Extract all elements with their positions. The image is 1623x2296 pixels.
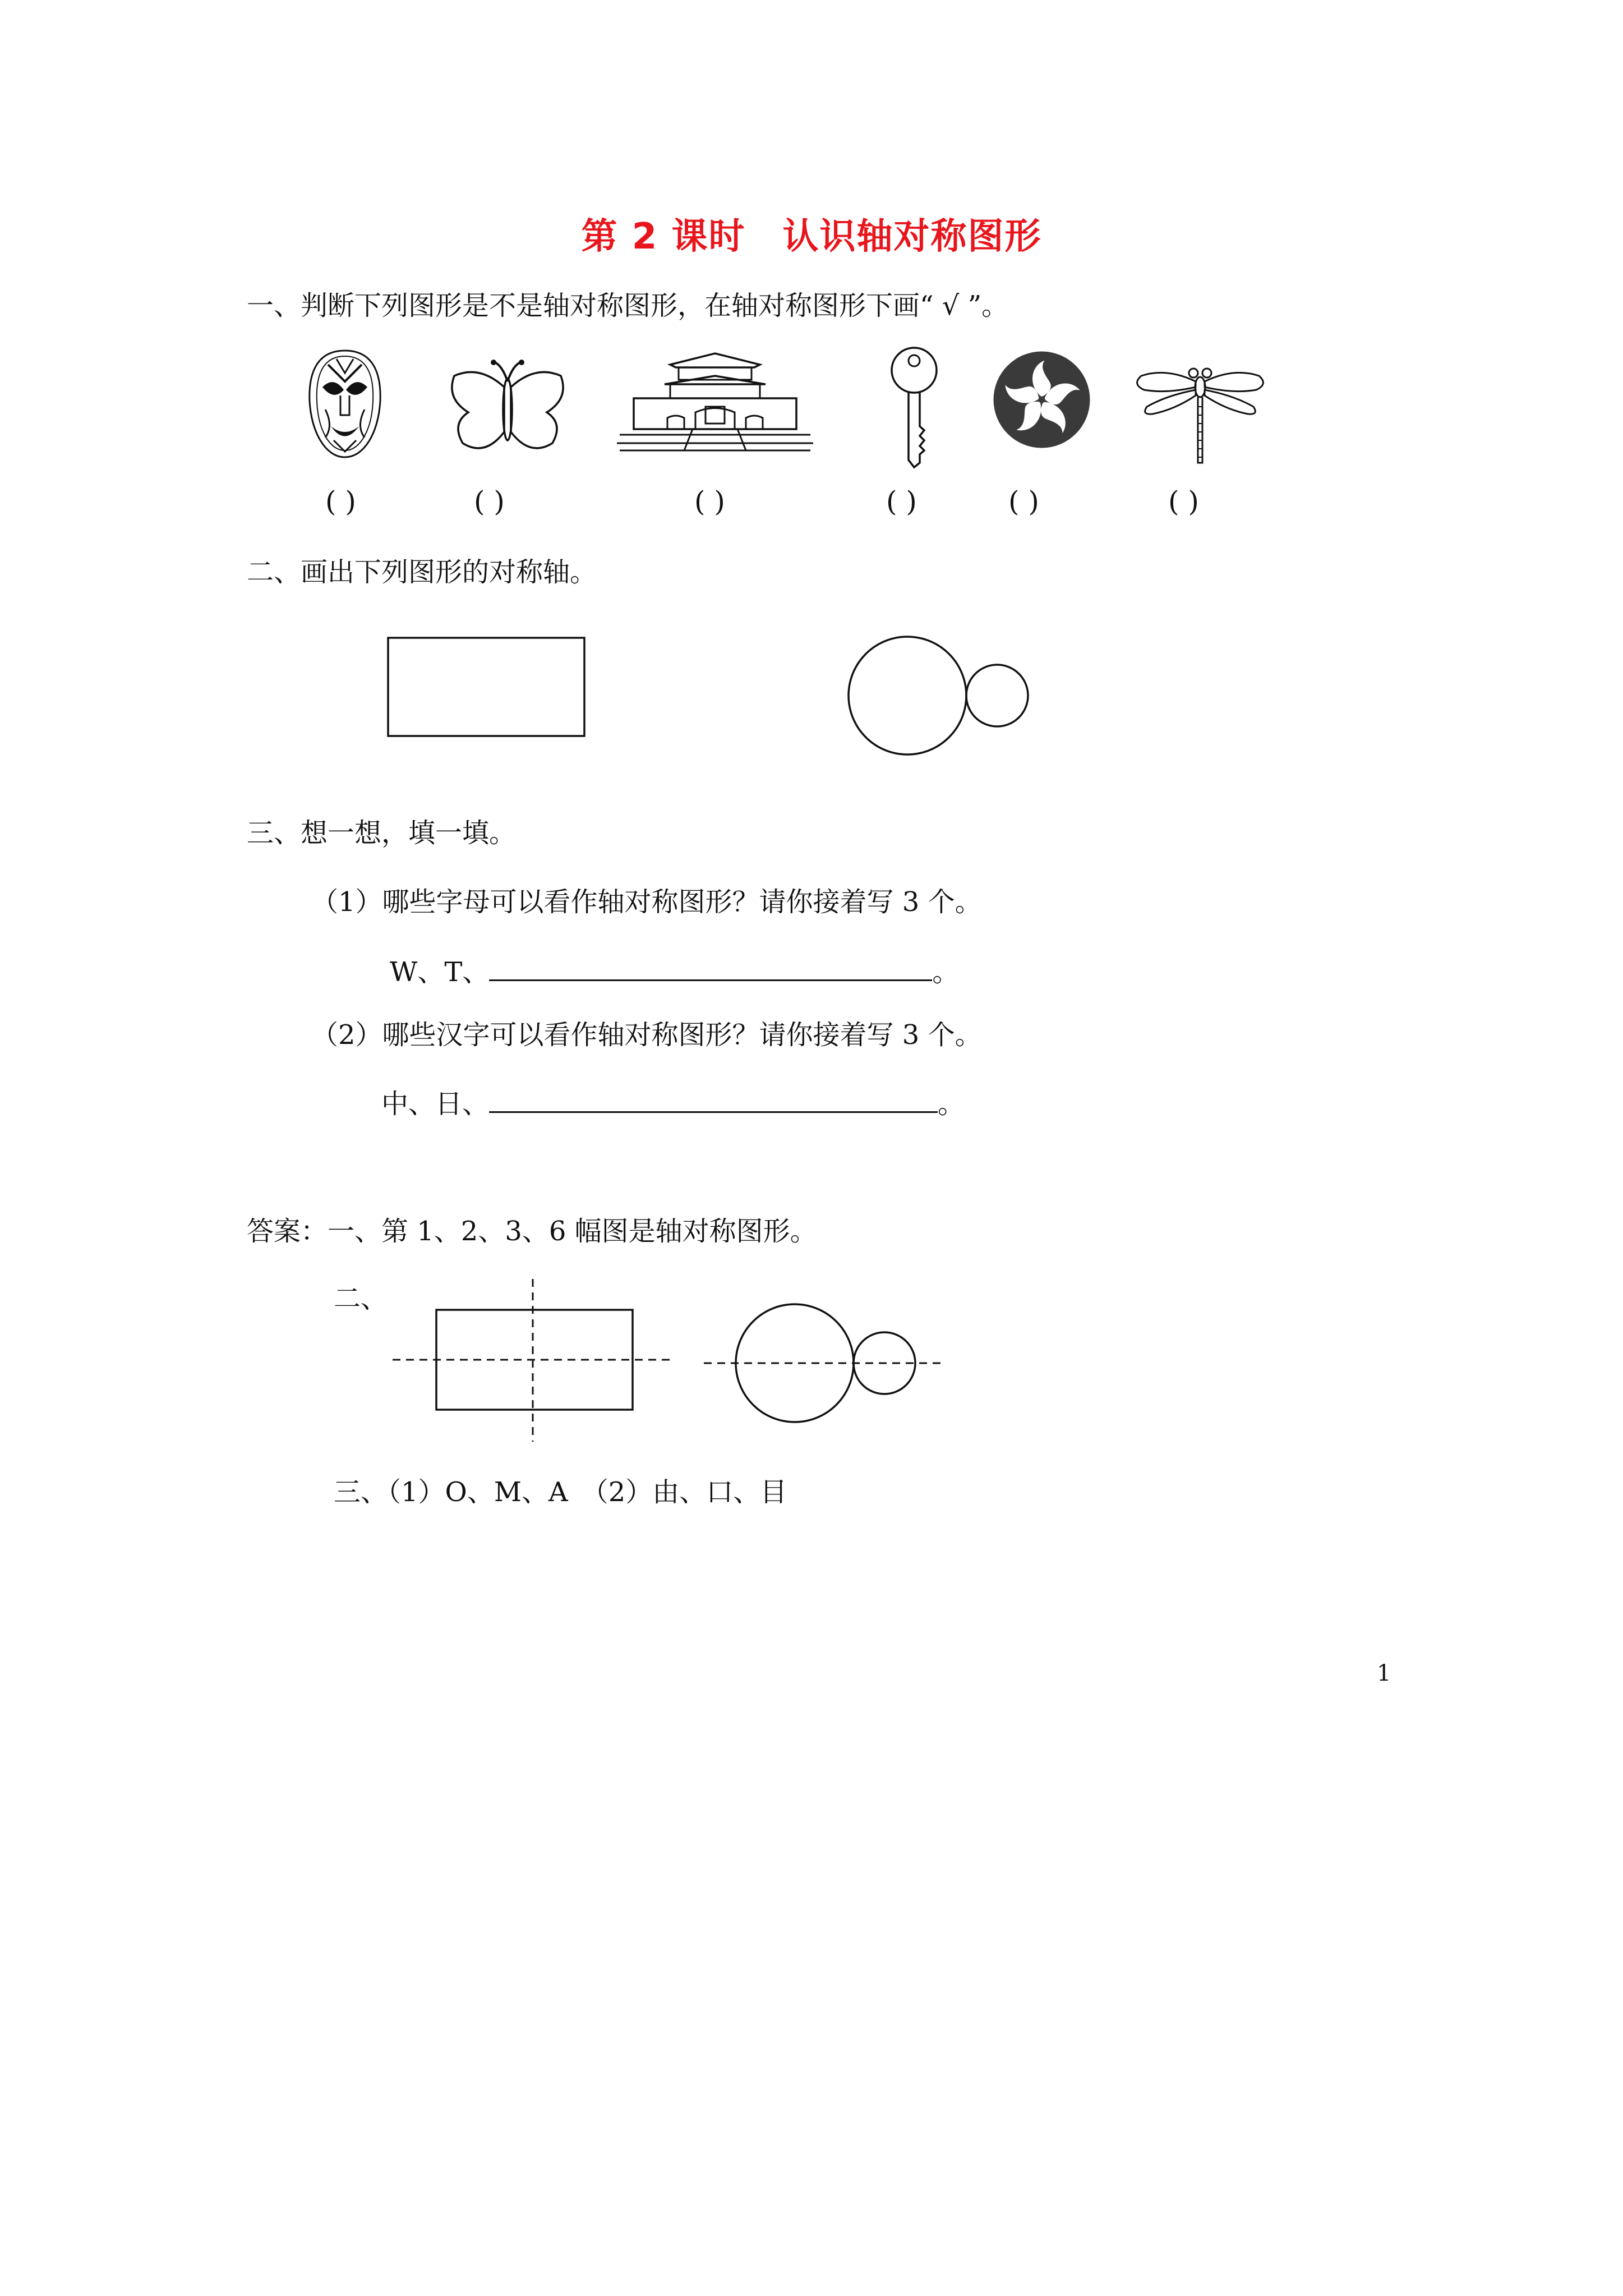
- rectangle-figure[interactable]: [387, 637, 586, 740]
- question-3-sub2: （2）哪些汉字可以看作轴对称图形？请你接着写 3 个。: [311, 1019, 982, 1051]
- tiananmen-icon: [617, 351, 813, 454]
- sub2-blank[interactable]: [489, 1085, 938, 1113]
- answer-line-1: 答案：一、第 1、2、3、6 幅图是轴对称图形。: [247, 1216, 817, 1247]
- butterfly-icon: [446, 359, 569, 462]
- question-1-prompt: 一、判断下列图形是不是轴对称图形，在轴对称图形下画“ √ ”。: [247, 290, 1009, 321]
- answer-paren-4[interactable]: ( ): [886, 485, 917, 518]
- question-2-prompt: 二、画出下列图形的对称轴。: [247, 556, 597, 588]
- dragonfly-icon: [1133, 365, 1267, 468]
- sub2-answer-line: [381, 1085, 965, 1121]
- sub1-blank[interactable]: [489, 954, 932, 981]
- two-circles-figure[interactable]: [847, 634, 1032, 760]
- question-3-prompt: 三、想一想，填一填。: [247, 817, 517, 849]
- answer-paren-2[interactable]: ( ): [474, 485, 505, 518]
- sub2-given: 中、日、: [381, 1088, 490, 1120]
- answer-paren-3[interactable]: ( ): [694, 485, 725, 518]
- key-icon: [886, 345, 942, 471]
- page-title: 第 2 课时 认识轴对称图形: [581, 216, 1042, 257]
- answer-part-3: 三、（1）O、M、A （2）由、口、目: [334, 1476, 787, 1508]
- sub1-given: W、T、: [390, 956, 490, 988]
- answer-paren-6[interactable]: ( ): [1168, 485, 1199, 518]
- answer-rectangle-with-axes: [393, 1279, 673, 1444]
- answer-part-2-label: 二、: [334, 1283, 388, 1314]
- sub1-end: 。: [932, 956, 960, 988]
- sub2-end: 。: [938, 1088, 965, 1120]
- bauhinia-emblem-icon: [993, 351, 1091, 451]
- sub1-answer-line: [390, 954, 959, 989]
- answer-paren-5[interactable]: ( ): [1008, 485, 1039, 518]
- opera-mask-icon: [306, 348, 384, 462]
- answer-paren-1[interactable]: ( ): [325, 485, 356, 518]
- question-3-sub1: （1）哪些字母可以看作轴对称图形？请你接着写 3 个。: [311, 886, 982, 918]
- page-number: 1: [1377, 1660, 1391, 1686]
- answer-circles-with-axis: [704, 1301, 945, 1430]
